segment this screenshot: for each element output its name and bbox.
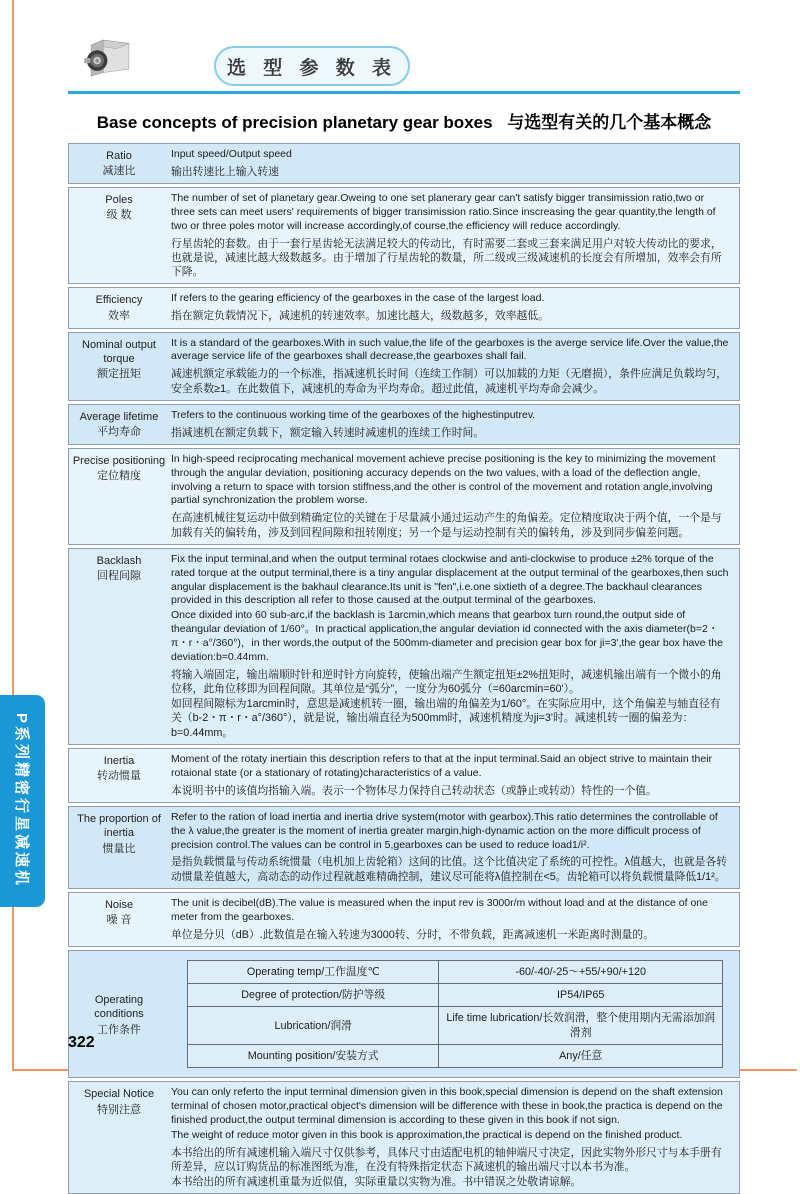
- operating-value: IP54/IP65: [439, 984, 723, 1007]
- row-label-en: Ratio: [106, 150, 132, 162]
- row-body: [169, 893, 739, 946]
- operating-value: -60/-40/-25～+55/+90/+120: [439, 960, 723, 983]
- page-title-en: Base concepts of precision planetary gear boxes: [96, 113, 493, 132]
- table-row-ratio: [68, 143, 740, 184]
- row-label-en: Average lifetime: [79, 410, 159, 423]
- row-text-zh: 本说明书中的该值均指输入端。表示一个物体尽力保持自己转动状态（或静止或转动）特性的一个值。: [171, 784, 657, 797]
- concepts-table: [68, 143, 740, 1194]
- row-body: [169, 807, 739, 888]
- operating-param: Lubrication/润滑: [188, 1007, 439, 1045]
- row-label: [69, 549, 169, 744]
- row-text-zh: 减速机额定承载能力的一个标准，指减速机长时间（连续工作制）可以加载的力矩（无磨损），条件应满足负载均匀，安全系数≥1。在此数值下，减速机的寿命为平均寿命。超过此值，减速机平均寿命会减少。: [171, 368, 728, 395]
- section-pill: [214, 46, 410, 86]
- row-label-en: Operating conditions: [94, 994, 144, 1021]
- row-text-en: It is a standard of the gearboxes.With in such value,the life of the gearboxes is the averge service life.Over the value,the average service life of the gearboxes shall decrease,the gearboxes shall fail.: [171, 336, 729, 363]
- row-text-zh: 指在额定负载情况下，减速机的转速效率。加速比越大，级数越多，效率越低。: [171, 310, 549, 323]
- row-label: [69, 449, 169, 544]
- table-row-operating-conditions: [68, 950, 740, 1078]
- row-text-en: Moment of the rotaty inertiain this description refers to that at the input terminal.Said an object strive to maintain their rotaional state (or a stationary of rotating)characteristics of a value.: [171, 752, 713, 779]
- row-body: [169, 1082, 739, 1193]
- row-text-zh: 本书给出的所有减速机重量为近似值，实际重量以实物为准。书中错误之处敬请谅解。: [171, 1176, 582, 1189]
- row-label-en: Noise: [104, 898, 134, 911]
- row-label-zh: 噪 音: [106, 914, 132, 927]
- row-body: [169, 288, 739, 327]
- row-text-en: Once dixided into 60 sub-arc,if the backlash is 1arcmin,which means that gearbox turn round,the output side of theangular deviation of 1/60°。In practical application,the angular deviation id connected with the axis diameter(b=2・π・r・a°/360°)，in ther words,the output of the 500mm-diameter and precision gear box for ji=3',the gear box have the deviation:b=0.44mm.: [171, 609, 723, 663]
- header-rule: [68, 91, 740, 94]
- row-text-en: If refers to the gearing efficiency of the gearboxes in the case of the largest load.: [171, 292, 545, 305]
- row-body: [169, 144, 739, 183]
- row-text-en: The unit is decibel(dB).The value is measured when the input rev is 3000r/m without load and at the distance of one meter from the gearboxes.: [171, 896, 708, 923]
- row-label-zh: 回程间隙: [97, 570, 141, 583]
- row-label-en: Poles: [105, 194, 133, 207]
- row-body: [169, 749, 739, 802]
- table-row-average-lifetime: [68, 404, 740, 445]
- section-pill-label: 选 型 参 数 表: [226, 57, 398, 79]
- row-label-zh: 转动惯量: [97, 770, 141, 783]
- page-title: [68, 108, 740, 133]
- row-text-zh: 行星齿轮的套数。由于一套行星齿轮无法满足较大的传动比，有时需要二套或三套来满足用户对较大传动比的要求，也就是说，减速比越大级数越多。由于增加了行星齿轮的数量，所二级或三级减速机的长度会有所增加，效率会有所下降。: [171, 237, 722, 279]
- table-row-special-notice: [68, 1081, 740, 1194]
- row-text-zh: 指减速机在额定负载下，额定输入转速时减速机的连续工作时间。: [171, 426, 485, 439]
- row-body: [169, 951, 739, 1077]
- row-label-en: Nominal output torque: [82, 338, 156, 365]
- row-text-zh: 在高速机械往复运动中做到精确定位的关键在于尽量减小通过运动产生的角偏差。定位精度取决于两个值，一个是与加载有关的偏转角，涉及到回程间隙和扭转刚度；另一个是与运动控制有关的偏转角，涉及到同步偏差问题。: [171, 512, 722, 539]
- table-row-inertia: [68, 748, 740, 803]
- row-body: [169, 188, 739, 283]
- row-label: [69, 333, 169, 400]
- row-text-zh: 输出转速比上输入转速: [171, 165, 279, 178]
- row-text-en: In high-speed reciprocating mechanical movement achieve precise positioning is the key to minimizing the movement through the angular deviation, positioning accuracy depends on the two values, with a load of the deflection angle, involving a return to space with torsion stiffness,and the other is control of the movement and rotation angle,involving partial synchronization the problem worse.: [171, 452, 716, 507]
- operating-param: Degree of protection/防护等级: [188, 984, 439, 1007]
- row-text-zh: 将输入端固定，输出端顺时针和逆时针方向旋转，使输出端产生额定扭矩±2%扭矩时，减速机输出端有一个微小的角位移，此角位移即为回程间隙。其单位是“弧分”，一度分为60弧分（=60arcmin=60'）。: [171, 668, 722, 695]
- table-row-efficiency: [68, 287, 740, 328]
- series-side-tab: [0, 695, 45, 907]
- row-label-en: Inertia: [103, 754, 135, 767]
- row-label-zh: 惯量比: [102, 842, 136, 855]
- gearbox-photo: [84, 34, 136, 82]
- row-label-en: Backlash: [96, 554, 142, 567]
- table-row: [188, 984, 723, 1007]
- row-text-en: Trefers to the continuous working time of the gearboxes of the highestinputrev.: [171, 408, 536, 421]
- table-row-poles: [68, 187, 740, 284]
- row-label: [69, 405, 169, 444]
- row-text-en: The weight of reduce motor given in this book is approximation,the practical is depend on the finished product.: [171, 1128, 683, 1141]
- row-body: [169, 549, 739, 744]
- operating-param: Operating temp/工作温度℃: [188, 960, 439, 983]
- row-body: [169, 333, 739, 400]
- operating-value: Any/任意: [439, 1044, 723, 1067]
- row-label: [69, 1082, 169, 1193]
- row-body: [169, 405, 739, 444]
- operating-value: Life time lubrication/长效润滑，整个使用期内无需添加润滑剂: [439, 1007, 723, 1045]
- row-label-en: Efficiency: [95, 294, 143, 307]
- row-text-zh: 单位是分贝（dB）.此数值是在输入转速为3000转、分时，不带负载，距离减速机一米距离时测量的。: [171, 928, 654, 941]
- row-label: [69, 807, 169, 888]
- row-label: [69, 144, 169, 183]
- page-number: 322: [68, 1034, 95, 1051]
- row-text-zh: 是指负载惯量与传动系统惯量（电机加上齿轮箱）这间的比值。这个比值决定了系统的可控性。λ值越大，也就是各转动惯量差值越大，高动态的动作过程就越难精确控制，建议尽可能将λ值控制在<5。齿轮箱可以将负载惯量降低1/1²。: [171, 856, 728, 883]
- table-row-nominal-output-torque: [68, 332, 740, 401]
- row-label-zh: 减速比: [102, 165, 136, 178]
- row-body: [169, 449, 739, 544]
- table-row-noise: [68, 892, 740, 947]
- row-label-zh: 定位精度: [97, 470, 141, 483]
- page-title-zh: 与选型有关的几个基本概念: [507, 113, 712, 132]
- table-row-proportion-of-inertia: [68, 806, 740, 889]
- row-text-en: Input speed/Output speed: [171, 148, 292, 160]
- row-label-zh: 平均寿命: [97, 426, 141, 439]
- row-label-en: Precise positioning: [72, 454, 166, 467]
- table-row-precise-positioning: [68, 448, 740, 545]
- table-row: [188, 1044, 723, 1067]
- operating-param: Mounting position/安装方式: [188, 1044, 439, 1067]
- row-text-en: Fix the input terminal,and when the output terminal rotaes clockwise and anti-clockwise to produce ±2% torque of the rated torque at the output terminal,there is a tiny angular displacement at the output terminal of the gearboxes,then such angular displacement is the bakhaul clearance.Its unit is "fen",i.e.one sixtieth of a degree.The backhaul clearances provided in this description all refer to those caused at the output terminal of the gearboxes.: [171, 552, 729, 607]
- operating-conditions-table: [187, 960, 723, 1068]
- page-header: [68, 0, 740, 143]
- series-side-tab-label: P系列精密行星减速机: [13, 713, 30, 889]
- row-label-en: Special Notice: [83, 1088, 155, 1101]
- page-border-left: [12, 0, 14, 1071]
- row-text-en: You can only referto the input terminal dimension given in this book,special dimension is depend on the shaft extension terminal of chosen motor,practical object's dimension will be difference with these in book,the practica is depend on the finished product,the output terminal dimension is according to these given in this book if not sign.: [171, 1086, 723, 1126]
- row-label-en: The proportion of inertia: [77, 812, 161, 840]
- row-label: [69, 951, 169, 1077]
- row-text-zh: 如回程间隙标为1arcmin时，意思是减速机转一圈，输出端的角偏差为1/60°。在实际应用中，这个角偏差与轴直径有关（b-2・π・r・a°/360°），就是说，输出端直径为500mm时，减速机精度为ji=3'时。减速机转一圈的偏差为：b=0.44mm。: [171, 698, 721, 739]
- row-text-en: The number of set of planetary gear.Oweing to one set planerary gear can't satisfy bigger transimission ratio,two or three sets can meet users' requirements of bigger transimission ratio.Since inscreasing the gear quantity,the length of two or three poles motor will increase accordingly,of course,the efficiency will reduce accordingly.: [171, 192, 716, 232]
- row-label-zh: 效率: [108, 309, 130, 322]
- row-label-zh: 额定扭矩: [97, 368, 141, 381]
- row-text-zh: 本书给出的所有减速机输入端尺寸仅供参考，具体尺寸由适配电机的轴伸端尺寸决定，因此实物外形尺寸与本手册有所差异，应以订购货品的标准图纸为准，在没有特殊指定状态下减速机的输出端尺寸以本书为准。: [171, 1146, 722, 1173]
- row-label: [69, 188, 169, 283]
- row-label-zh: 级 数: [106, 209, 132, 222]
- row-label-zh: 特别注意: [97, 1103, 141, 1116]
- row-label: [69, 288, 169, 327]
- row-label-zh: 工作条件: [97, 1023, 141, 1036]
- row-label: [69, 749, 169, 802]
- row-text-en: Refer to the ration of load inertia and inertia drive system(motor with gearbox).This ratio determines the controllable of the λ value,the greater is the moment of inertia greater margin,high-dynamic action on the more difficult process of precision control.The values can be control in 5,gearboxes can be used to reduce load1/i².: [171, 810, 718, 851]
- row-label: [69, 893, 169, 946]
- table-row: [188, 1007, 723, 1045]
- table-row-backlash: [68, 548, 740, 745]
- table-row: [188, 960, 723, 983]
